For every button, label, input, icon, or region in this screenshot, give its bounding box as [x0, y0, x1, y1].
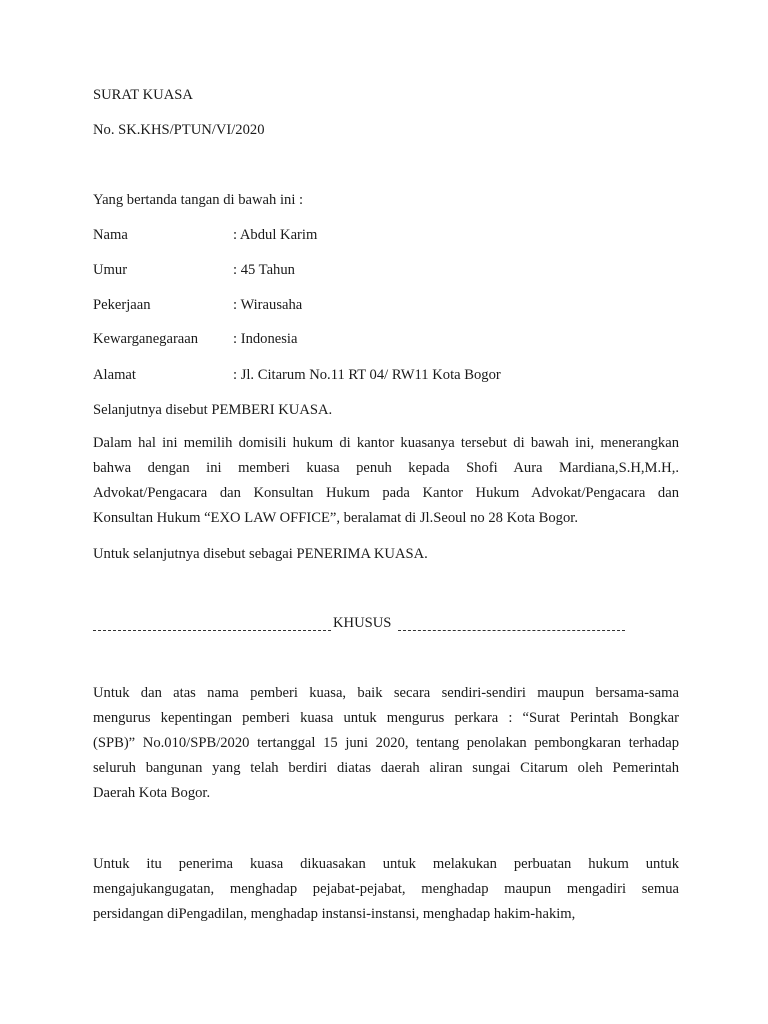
paragraph-line: Konsultan Hukum “EXO LAW OFFICE”, beralamat di Jl.Seoul no 28 Kota Bogor.	[93, 510, 578, 526]
document-title: SURAT KUASA	[93, 87, 193, 103]
paragraph-line: mengurus kepentingan pemberi kuasa untuk mengurus perkara : “Surat Perintah Bongkar	[93, 710, 679, 726]
divider-label: KHUSUS	[333, 615, 392, 631]
paragraph-line: bahwa dengan ini memberi kuasa penuh kepada Shofi Aura Mardiana,S.H,M.H,.	[93, 460, 679, 476]
field-value-alamat: : Jl. Citarum No.11 RT 04/ RW11 Kota Bogor	[233, 367, 501, 383]
field-value-nama: : Abdul Karim	[233, 227, 318, 243]
paragraph-line: Advokat/Pengacara dan Konsultan Hukum pada Kantor Hukum Advokat/Pengacara dan	[93, 485, 679, 501]
paragraph-line: mengajukangugatan, menghadap pejabat-pejabat, menghadap maupun mengadiri semua	[93, 881, 679, 897]
grantor-statement: Selanjutnya disebut PEMBERI KUASA.	[93, 402, 333, 418]
document-page	[93, 0, 679, 1024]
divider-dashes-right	[398, 630, 625, 631]
field-value-pekerjaan: : Wirausaha	[233, 297, 303, 313]
purpose-paragraph	[93, 684, 679, 809]
authority-paragraph	[93, 855, 679, 930]
document-number: No. SK.KHS/PTUN/VI/2020	[93, 122, 265, 138]
field-value-kewarganegaraan: : Indonesia	[233, 331, 298, 347]
paragraph-line: Untuk itu penerima kuasa dikuasakan untuk melakukan perbuatan hukum untuk	[93, 856, 679, 872]
section-divider	[93, 614, 625, 636]
field-label-nama: Nama	[93, 227, 128, 243]
paragraph-line: Dalam hal ini memilih domisili hukum di kantor kuasanya tersebut di bawah ini, menerangkan	[93, 435, 679, 451]
domicile-paragraph	[93, 434, 679, 534]
field-label-kewarganegaraan: Kewarganegaraan	[93, 331, 199, 347]
field-label-alamat: Alamat	[93, 367, 136, 383]
intro-text: Yang bertanda tangan di bawah ini :	[93, 192, 304, 208]
divider-dashes-left	[93, 630, 331, 631]
field-label-umur: Umur	[93, 262, 128, 278]
field-label-pekerjaan: Pekerjaan	[93, 297, 151, 313]
paragraph-line: persidangan diPengadilan, menghadap instansi-instansi, menghadap hakim-hakim,	[93, 906, 576, 922]
field-value-umur: : 45 Tahun	[233, 262, 295, 278]
paragraph-line: Daerah Kota Bogor.	[93, 785, 211, 801]
paragraph-line: Untuk dan atas nama pemberi kuasa, baik secara sendiri-sendiri maupun bersama-sama	[93, 685, 679, 701]
paragraph-line: seluruh bangunan yang telah berdiri diatas daerah aliran sungai Citarum oleh Pemerintah	[93, 760, 679, 776]
paragraph-line: (SPB)” No.010/SPB/2020 tertanggal 15 juni 2020, tentang penolakan pembongkaran terhadap	[93, 735, 679, 751]
recipient-statement: Untuk selanjutnya disebut sebagai PENERIMA KUASA.	[93, 546, 428, 562]
